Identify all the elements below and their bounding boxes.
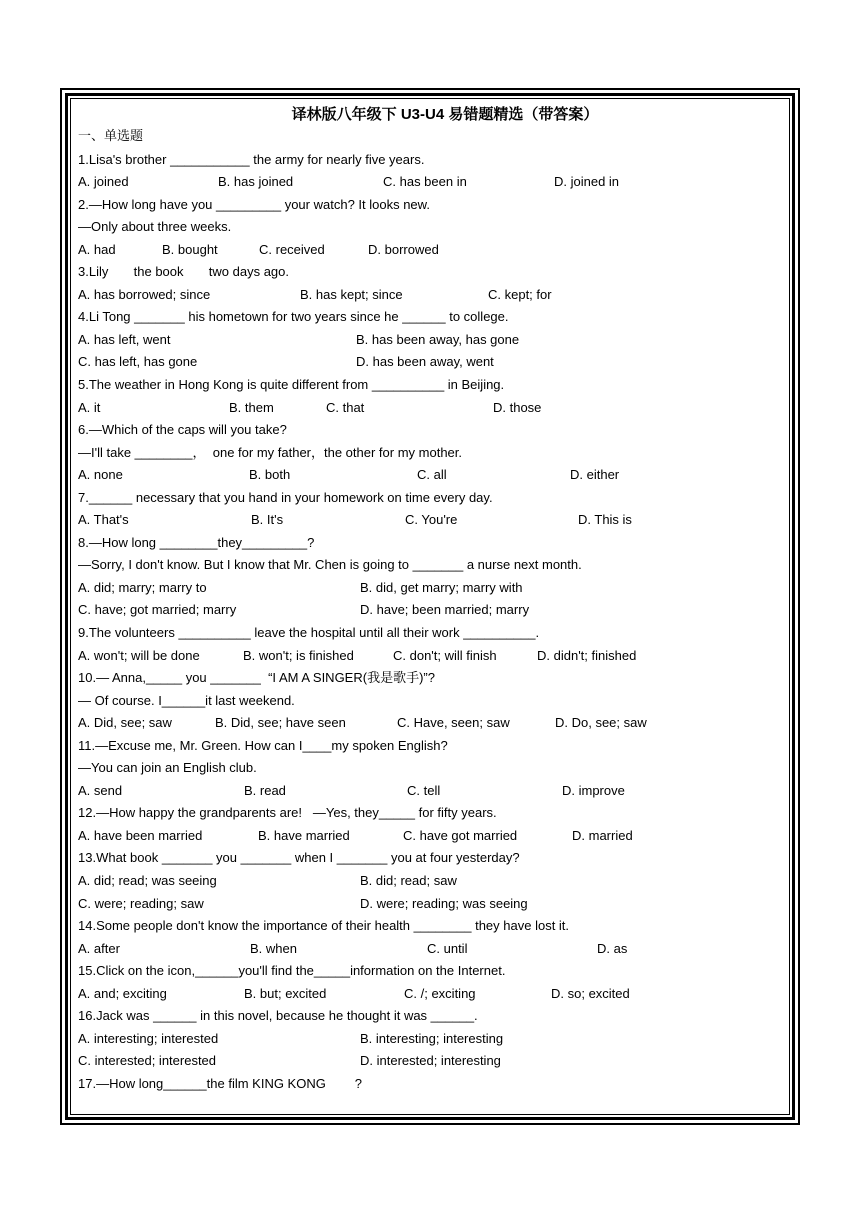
answer-option: C. received xyxy=(259,241,325,257)
question-stem: 9.The volunteers __________ leave the hospital until all their work __________. xyxy=(78,624,540,640)
answer-option: D. This is xyxy=(578,512,632,528)
answer-option: C. kept; for xyxy=(488,286,552,302)
question-stem: 1.Lisa's brother ___________ the army for nearly five years. xyxy=(78,151,425,167)
answer-option: B. It's xyxy=(251,512,284,528)
answer-option: C. has been in xyxy=(383,174,467,190)
question-stem: 17.—How long______the film KING KONG ? xyxy=(78,1075,362,1091)
answer-option: C. that xyxy=(326,399,365,415)
option-row xyxy=(78,938,782,961)
answer-option: C. interested; interested xyxy=(78,1053,217,1069)
option-row xyxy=(78,397,782,420)
answer-option: D. as xyxy=(597,940,628,956)
question-stem: 14.Some people don't know the importance of their health ________ they have lost it. xyxy=(78,918,570,934)
question-stem: 4.Li Tong _______ his hometown for two years since he ______ to college. xyxy=(78,309,509,325)
answer-option: B. bought xyxy=(162,241,218,257)
answer-option: A. have been married xyxy=(78,827,203,843)
option-row xyxy=(78,509,782,532)
answer-option: C. were; reading; saw xyxy=(78,895,204,911)
question-dialogue-line: — Of course. I______it last weekend. xyxy=(78,692,295,708)
document-title: 译林版八年级下 U3-U4 易错题精选（带答案） xyxy=(291,106,599,123)
question-dialogue-line: —I'll take ________， one for my father，the other for my mother. xyxy=(78,444,463,460)
question-stem: 3.Lily the book two days ago. xyxy=(78,264,290,280)
document-content xyxy=(78,104,782,1095)
answer-option: C. has left, has gone xyxy=(78,354,198,370)
question-stem: 13.What book _______ you _______ when I _______ you at four yesterday? xyxy=(78,850,520,866)
answer-option: B. Did, see; have seen xyxy=(215,715,346,731)
option-row xyxy=(78,780,782,803)
answer-option: C. have; got married; marry xyxy=(78,602,237,618)
option-row xyxy=(78,239,782,262)
question-stem: 6.—Which of the caps will you take? xyxy=(78,422,287,438)
answer-option: D. those xyxy=(493,399,542,415)
answer-option: B. did; read; saw xyxy=(360,873,457,888)
option-row xyxy=(78,825,782,848)
answer-option: A. and; exciting xyxy=(78,985,167,1001)
answer-option: A. had xyxy=(78,241,116,257)
answer-option: A. That's xyxy=(78,512,129,528)
answer-option: D. joined in xyxy=(554,174,620,190)
answer-option: A. send xyxy=(78,782,123,798)
answer-option: B. has been away, has gone xyxy=(356,331,520,347)
answer-option: A. interesting; interested xyxy=(78,1030,219,1046)
option-row xyxy=(78,464,782,487)
answer-option: A. did; marry; marry to xyxy=(78,579,207,595)
answer-option: B. has joined xyxy=(218,174,294,190)
question-stem: 15.Click on the icon,______you'll find the_____information on the Internet. xyxy=(78,963,506,979)
answer-option: D. didn't; finished xyxy=(537,647,637,663)
question-stem: 12.—How happy the grandparents are! —Yes, they_____ for fifty years. xyxy=(78,805,497,821)
answer-option: B. won't; is finished xyxy=(243,647,354,663)
question-dialogue-line: —You can join an English club. xyxy=(78,760,257,776)
answer-option: D. have; been married; marry xyxy=(360,602,530,618)
question-dialogue-line: —Only about three weeks. xyxy=(78,219,232,235)
option-row xyxy=(78,712,782,735)
answer-option: A. won't; will be done xyxy=(78,647,200,663)
question-stem: 8.—How long ________they_________? xyxy=(78,534,315,550)
answer-option: A. none xyxy=(78,467,123,483)
answer-option: C. tell xyxy=(407,782,441,798)
answer-option: A. after xyxy=(78,940,120,956)
option-row xyxy=(78,284,782,307)
option-row xyxy=(78,1028,782,1051)
answer-option: D. married xyxy=(572,827,633,843)
answer-option: C. don't; will finish xyxy=(393,647,497,663)
answer-option: D. either xyxy=(570,467,620,483)
option-row xyxy=(78,329,782,352)
answer-option: D. Do, see; saw xyxy=(555,715,647,731)
answer-option: A. it xyxy=(78,399,101,415)
question-stem: 11.—Excuse me, Mr. Green. How can I____my spoken English? xyxy=(78,737,448,753)
answer-option: A. has left, went xyxy=(78,331,171,347)
answer-option: A. joined xyxy=(78,174,129,190)
answer-option: C. until xyxy=(427,940,468,956)
option-row xyxy=(78,645,782,668)
answer-option: C. /; exciting xyxy=(404,985,476,1001)
answer-option: D. so; excited xyxy=(551,985,630,1001)
answer-option: B. has kept; since xyxy=(300,286,403,302)
answer-option: B. them xyxy=(229,399,274,415)
answer-option: D. interested; interesting xyxy=(360,1053,501,1069)
answer-option: B. read xyxy=(244,782,286,798)
answer-option: C. have got married xyxy=(403,827,518,843)
question-list xyxy=(78,149,782,1096)
answer-option: D. has been away, went xyxy=(356,354,494,370)
answer-option: D. were; reading; was seeing xyxy=(360,895,528,911)
answer-option: D. borrowed xyxy=(368,241,439,257)
option-row xyxy=(78,1050,782,1073)
answer-option: D. improve xyxy=(562,782,625,798)
answer-option: B. when xyxy=(250,940,297,956)
option-row xyxy=(78,577,782,600)
answer-option: C. Have, seen; saw xyxy=(397,715,510,731)
answer-option: C. all xyxy=(417,467,447,483)
answer-option: B. interesting; interesting xyxy=(360,1030,504,1046)
answer-option: B. have married xyxy=(258,827,350,843)
question-stem: 16.Jack was ______ in this novel, because he thought it was ______. xyxy=(78,1008,478,1024)
answer-option: A. has borrowed; since xyxy=(78,286,211,302)
option-row xyxy=(78,599,782,622)
option-row xyxy=(78,171,782,194)
option-row xyxy=(78,351,782,374)
answer-option: A. Did, see; saw xyxy=(78,715,172,731)
question-dialogue-line: —Sorry, I don't know. But I know that Mr. Chen is going to _______ a nurse next month. xyxy=(78,557,582,573)
answer-option: B. but; excited xyxy=(244,985,327,1001)
answer-option: C. You're xyxy=(405,512,458,528)
answer-option: A. did; read; was seeing xyxy=(78,873,217,888)
section-heading: 一、单选题 xyxy=(78,129,144,144)
option-row xyxy=(78,893,782,916)
option-row xyxy=(78,870,782,893)
question-stem: 2.—How long have you _________ your watch? It looks new. xyxy=(78,196,430,212)
question-stem: 10.— Anna,_____ you _______ “I AM A SINGER(我是歌手)”? xyxy=(78,670,435,686)
answer-option: B. both xyxy=(249,467,291,483)
option-row xyxy=(78,983,782,1006)
question-stem: 5.The weather in Hong Kong is quite different from __________ in Beijing. xyxy=(78,376,505,392)
question-stem: 7.______ necessary that you hand in your homework on time every day. xyxy=(78,489,493,505)
answer-option: B. did, get marry; marry with xyxy=(360,579,523,595)
